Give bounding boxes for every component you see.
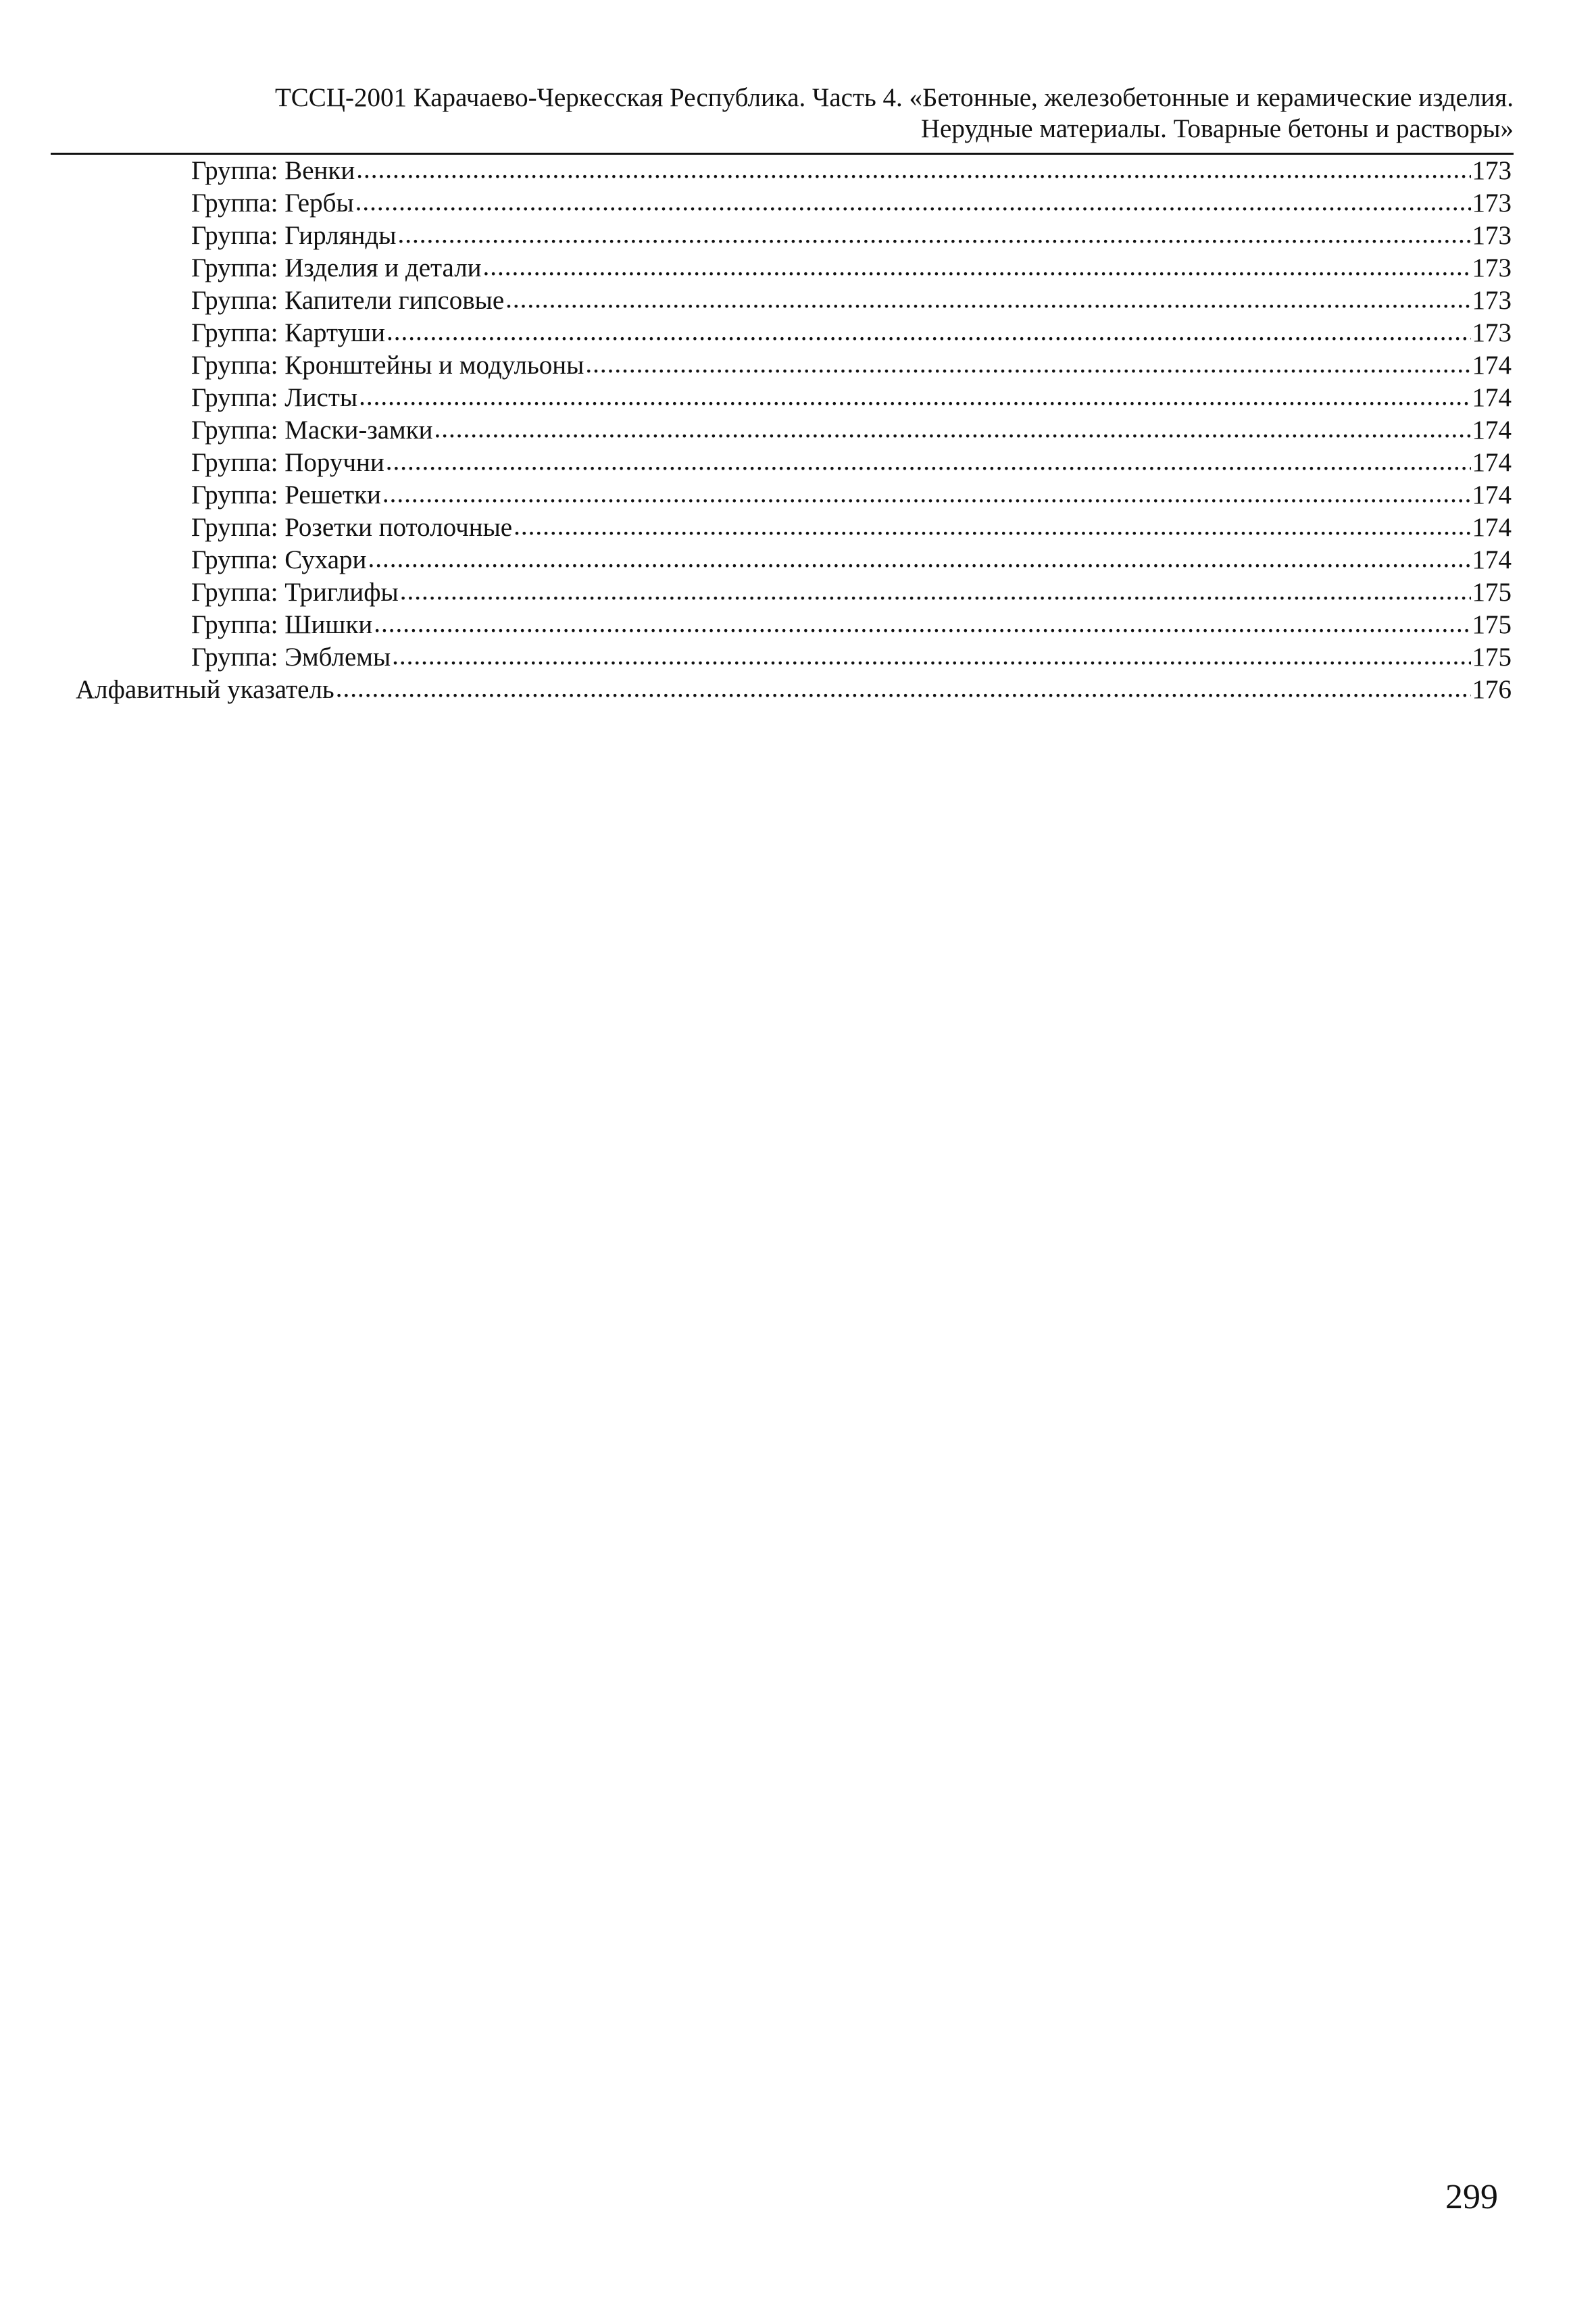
toc-entry-page: 175 xyxy=(1472,610,1512,639)
toc-entry-girlyandy[interactable] xyxy=(191,220,1512,252)
page-number: 299 xyxy=(1445,2178,1498,2216)
toc-entry-page: 173 xyxy=(1472,286,1512,315)
running-header xyxy=(135,82,1514,145)
toc-entry-suhari[interactable] xyxy=(191,544,1512,576)
toc-entry-alphabetical-index[interactable] xyxy=(76,674,1512,706)
dot-leader xyxy=(386,316,1471,348)
toc-entry-page: 173 xyxy=(1472,189,1512,218)
toc-entry-page: 175 xyxy=(1472,578,1512,607)
toc-entry-label: Группа: Венки xyxy=(191,156,355,185)
dot-leader xyxy=(392,640,1470,672)
toc-entry-listy[interactable] xyxy=(191,382,1512,414)
toc-entry-poruchni[interactable] xyxy=(191,447,1512,479)
dot-leader xyxy=(368,543,1470,575)
dot-leader xyxy=(356,153,1470,186)
toc-entry-shishki[interactable] xyxy=(191,609,1512,641)
toc-entry-page: 175 xyxy=(1472,643,1512,672)
toc-entry-venki[interactable] xyxy=(191,155,1512,187)
toc-entry-label: Группа: Кронштейны и модульоны xyxy=(191,351,584,380)
dot-leader xyxy=(386,445,1471,478)
toc-entry-page: 176 xyxy=(1472,675,1512,704)
running-header-line-1: ТССЦ-2001 Карачаево-Черкесская Республика. Часть 4. «Бетонные, железобетонные и керамические изделия. xyxy=(274,83,1514,112)
dot-leader xyxy=(382,478,1471,510)
toc-entry-kronshteyny-i-modulony[interactable] xyxy=(191,349,1512,382)
toc-entry-label: Группа: Шишки xyxy=(191,610,373,639)
toc-entry-page: 173 xyxy=(1472,156,1512,185)
toc-entry-label: Группа: Маски-замки xyxy=(191,416,433,445)
toc-entry-page: 174 xyxy=(1472,513,1512,542)
toc-entry-page: 174 xyxy=(1472,448,1512,477)
toc-entry-label: Группа: Поручни xyxy=(191,448,384,477)
toc-entry-gerby[interactable] xyxy=(191,187,1512,220)
toc-entry-label: Алфавитный указатель xyxy=(76,675,334,704)
dot-leader xyxy=(374,607,1470,640)
toc-entry-label: Группа: Триглифы xyxy=(191,578,399,607)
dot-leader xyxy=(359,380,1470,413)
toc-entry-rozetki-potolochnye[interactable] xyxy=(191,512,1512,544)
dot-leader xyxy=(400,575,1471,607)
toc-entry-label: Группа: Листы xyxy=(191,383,358,412)
dot-leader xyxy=(505,283,1470,316)
running-header-line-2: Нерудные материалы. Товарные бетоны и растворы» xyxy=(920,114,1514,143)
dot-leader xyxy=(483,251,1471,283)
toc-entry-label: Группа: Розетки потолочные xyxy=(191,513,513,542)
toc-entry-label: Группа: Решетки xyxy=(191,480,381,509)
toc-entry-reshetki[interactable] xyxy=(191,479,1512,512)
toc-entry-label: Группа: Картуши xyxy=(191,318,385,347)
toc-entry-page: 174 xyxy=(1472,480,1512,509)
toc-entry-label: Группа: Гирлянды xyxy=(191,221,397,250)
toc-entry-izdeliya-i-detali[interactable] xyxy=(191,252,1512,284)
toc-entry-page: 173 xyxy=(1472,253,1512,282)
dot-leader xyxy=(397,218,1470,251)
toc-entry-page: 174 xyxy=(1472,383,1512,412)
toc-entry-triglify[interactable] xyxy=(191,576,1512,609)
toc-entry-page: 174 xyxy=(1472,545,1512,574)
toc-entry-label: Группа: Сухари xyxy=(191,545,367,574)
toc-entry-page: 173 xyxy=(1472,221,1512,250)
toc-entry-label: Группа: Гербы xyxy=(191,189,354,218)
toc-entry-kapiteli-gipsovye[interactable] xyxy=(191,284,1512,317)
toc-entry-label: Группа: Изделия и детали xyxy=(191,253,482,282)
dot-leader xyxy=(514,510,1470,543)
toc-entry-page: 173 xyxy=(1472,318,1512,347)
toc-entry-maski-zamki[interactable] xyxy=(191,414,1512,447)
dot-leader xyxy=(434,413,1471,445)
dot-leader xyxy=(355,186,1471,218)
dot-leader xyxy=(585,348,1470,380)
toc-entry-page: 174 xyxy=(1472,416,1512,445)
toc-entry-label: Группа: Эмблемы xyxy=(191,643,391,672)
dot-leader xyxy=(336,672,1471,705)
toc-entry-emblemy[interactable] xyxy=(191,641,1512,674)
toc-entry-page: 174 xyxy=(1472,351,1512,380)
toc-entry-kartushi[interactable] xyxy=(191,317,1512,349)
toc-entry-label: Группа: Капители гипсовые xyxy=(191,286,505,315)
